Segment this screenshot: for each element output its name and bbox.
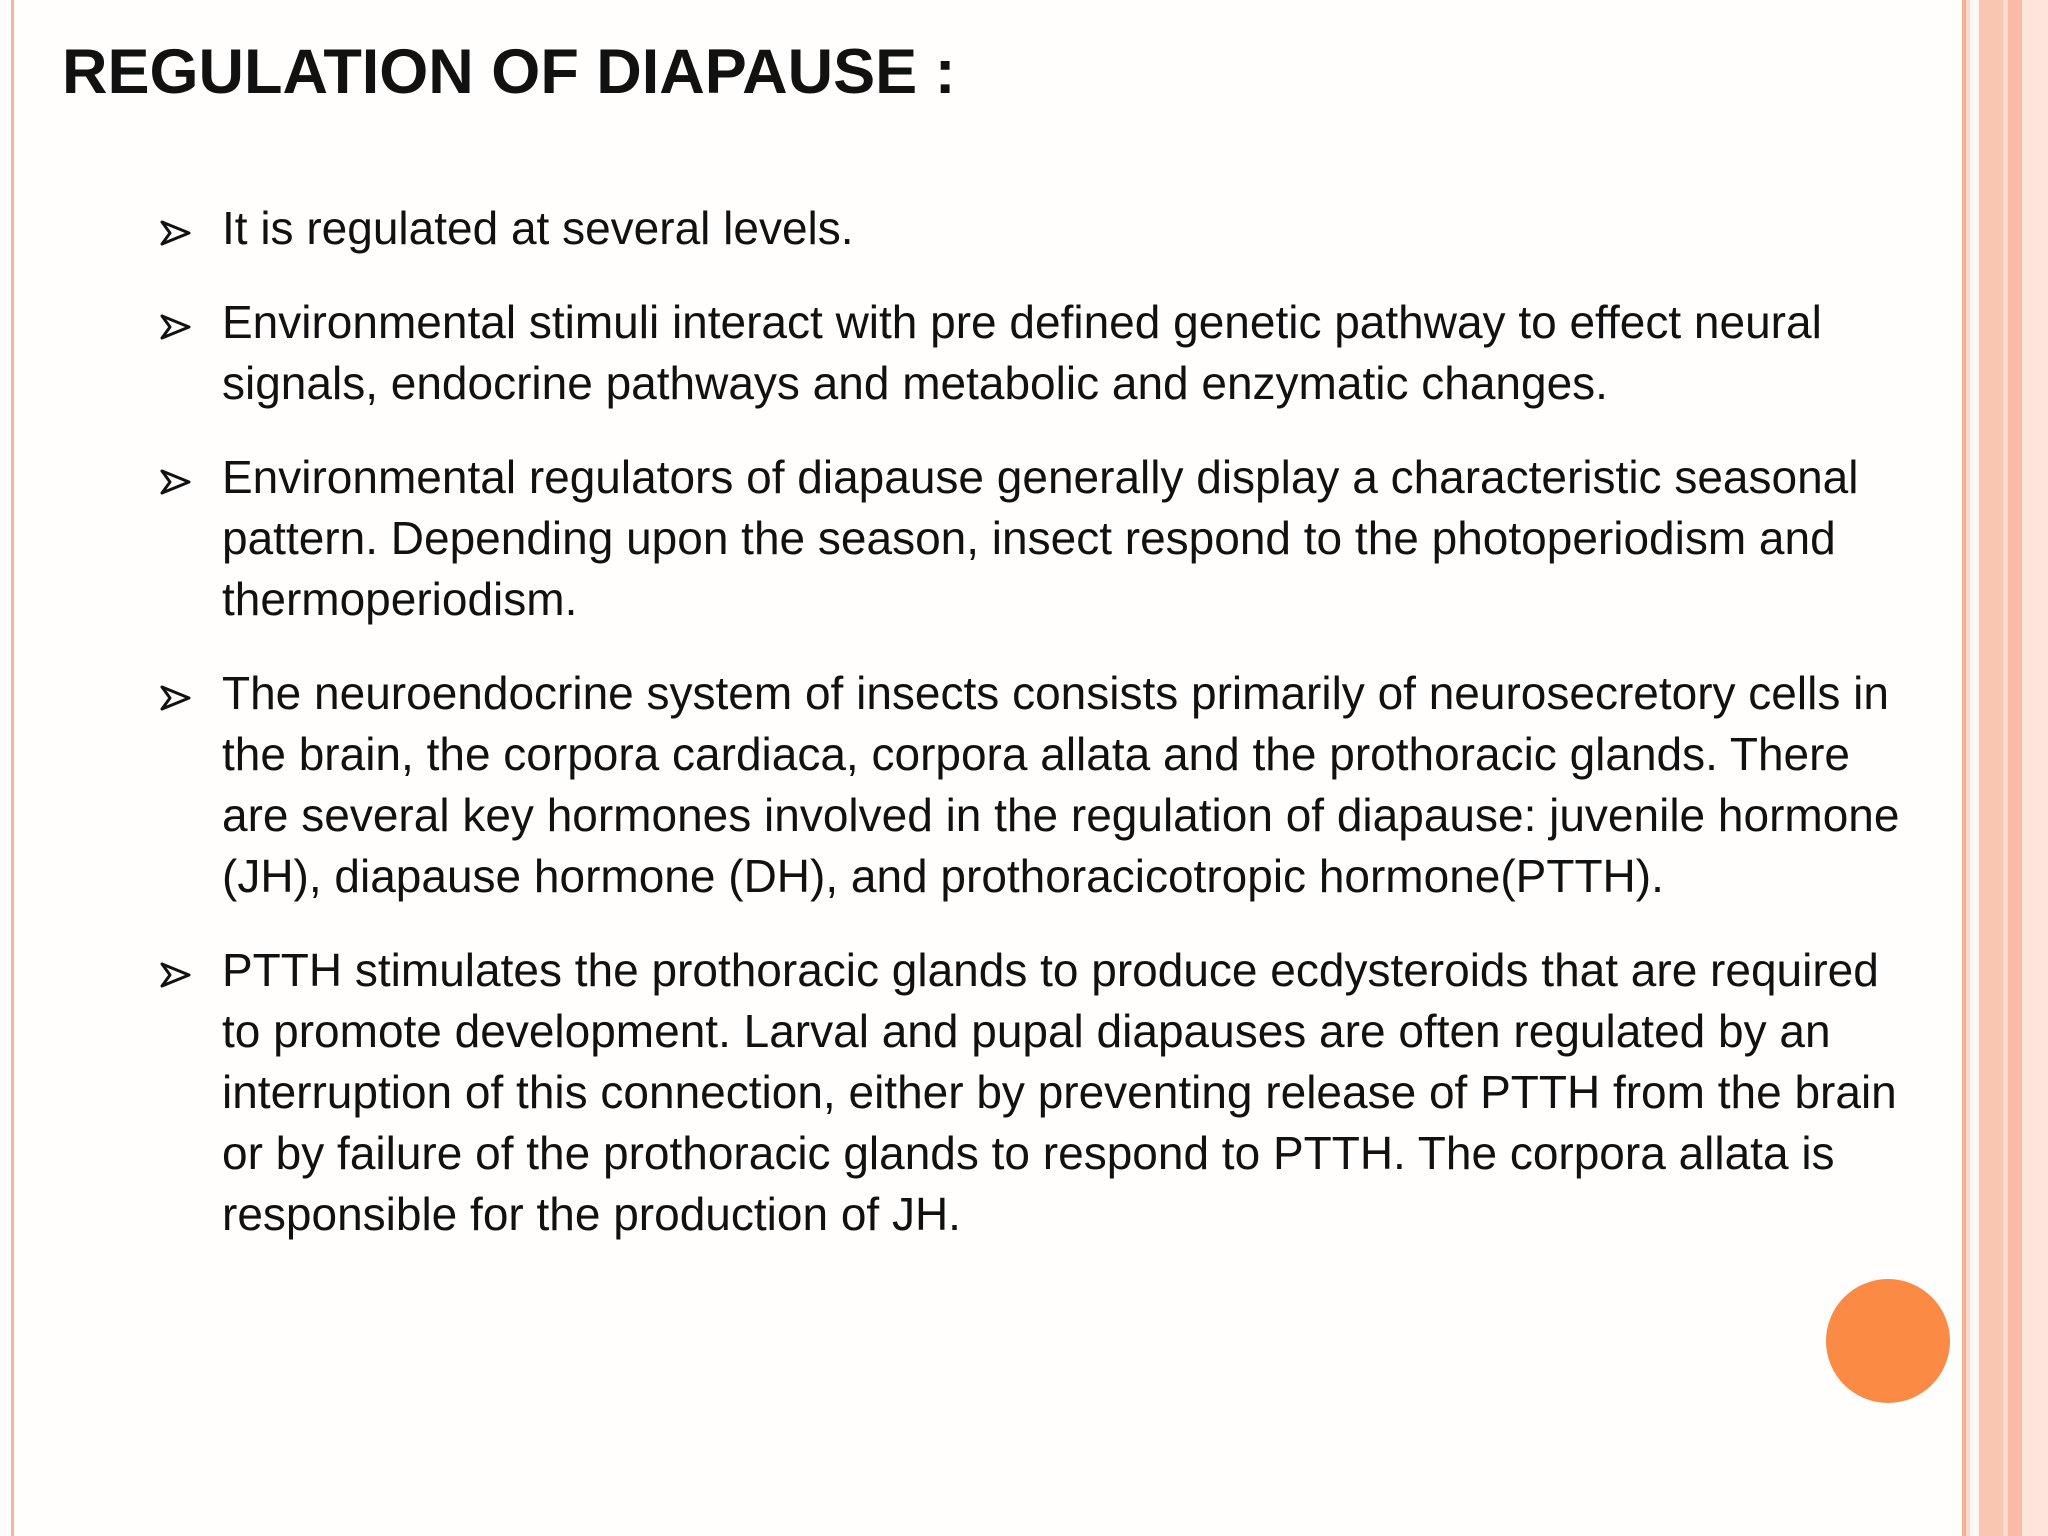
bullet-item xyxy=(158,447,1923,630)
bullet-text: It is regulated at several levels. xyxy=(222,202,854,254)
bullet-list xyxy=(158,198,1923,1278)
bullet-item xyxy=(158,663,1923,907)
bullet-item xyxy=(158,292,1923,414)
right-border-stripe xyxy=(1970,0,1979,1536)
bullet-text: The neuroendocrine system of insects consists primarily of neurosecretory cells in the brain, the corpora cardiaca, corpora allata and the prothoracic glands. There are several key hormones involved in the regulation of diapause: juvenile hormone (JH), diapause hormone (DH), and prothoracicotropic hormone(PTTH). xyxy=(222,667,1900,902)
right-border-stripe xyxy=(2008,0,2022,1536)
bullet-text: Environmental stimuli interact with pre defined genetic pathway to effect neural signals, endocrine pathways and metabolic and enzymatic changes. xyxy=(222,296,1822,409)
right-border-stripe xyxy=(1979,0,2003,1536)
left-border-line xyxy=(11,0,14,1536)
arrowhead-bullet-icon xyxy=(160,685,191,711)
bullet-text: PTTH stimulates the prothoracic glands to produce ecdysteroids that are required to promote development. Larval and pupal diapauses are often regulated by an interruption of this connection, either by preventing release of PTTH from the brain or by failure of the prothoracic glands to respond to PTTH. The corpora allata is responsible for the production of JH. xyxy=(222,944,1897,1240)
orange-accent-circle xyxy=(1826,1279,1950,1403)
arrowhead-bullet-icon xyxy=(160,469,191,495)
arrowhead-bullet-icon xyxy=(160,962,191,988)
bullet-item xyxy=(158,940,1923,1245)
slide-title: REGULATION OF DIAPAUSE : xyxy=(62,37,956,107)
bullet-item xyxy=(158,198,1923,259)
arrowhead-bullet-icon xyxy=(160,220,191,246)
arrowhead-bullet-icon xyxy=(160,314,191,340)
right-border-stripe xyxy=(2022,0,2048,1536)
bullet-text: Environmental regulators of diapause generally display a characteristic seasonal pattern. Depending upon the season, insect respond to the photoperiodism and thermoperiodism. xyxy=(222,451,1859,625)
